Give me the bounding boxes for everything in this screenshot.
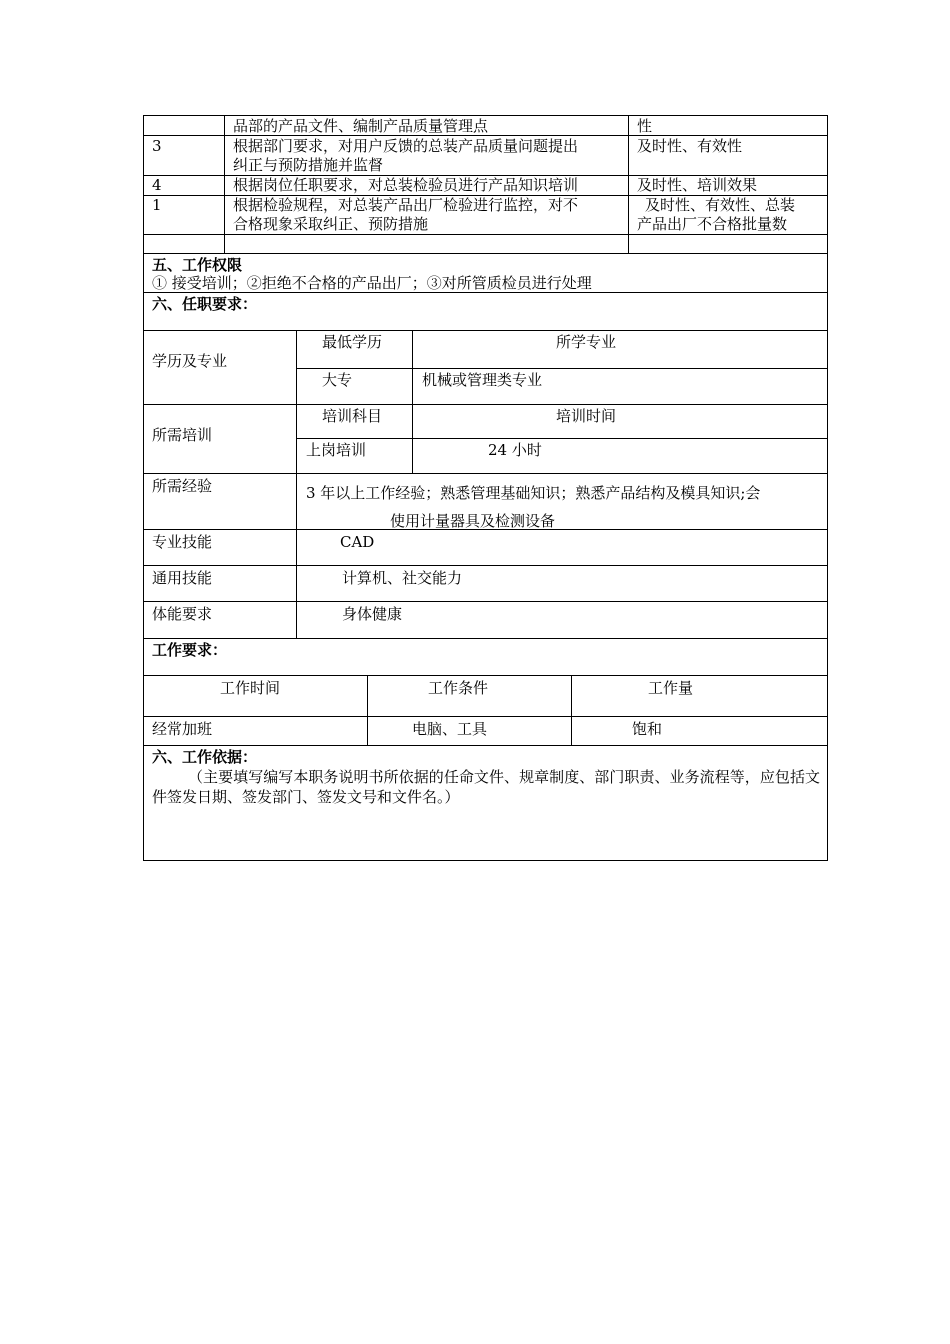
general-skill-value: 计算机、社交能力	[342, 569, 463, 587]
requirements-row-line	[143, 473, 828, 474]
duty-content: 品部的产品文件、编制产品质量管理点	[233, 117, 489, 135]
duty-number: 3	[152, 137, 162, 155]
physical-value: 身体健康	[342, 605, 403, 623]
education-degree: 大专	[322, 371, 353, 389]
skill-label: 专业技能	[152, 533, 213, 551]
duty-standard: 及时性、培训效果	[637, 176, 758, 194]
requirements-row-line	[143, 404, 828, 405]
training-header-subject: 培训科目	[322, 407, 383, 425]
duties-row-line	[143, 234, 828, 235]
requirements-label-divider	[296, 330, 297, 638]
work-title: 工作要求：	[152, 641, 228, 659]
duties-row-line	[143, 253, 828, 254]
work-header-conditions: 工作条件	[428, 679, 489, 697]
section-divider	[143, 292, 828, 293]
education-label: 学历及专业	[152, 352, 228, 370]
requirements-title: 六、任职要求：	[152, 295, 258, 313]
education-major: 机械或管理类专业	[422, 371, 543, 389]
work-value-workload: 饱和	[632, 720, 663, 738]
basis-text: （主要填写编写本职务说明书所依据的任命文件、规章制度、部门职责、业务流程等，应包括文件签发日期、签发部门、签发文号和文件名。）	[152, 768, 820, 806]
duty-number: 4	[152, 176, 162, 194]
duty-content: 根据岗位任职要求，对总装检验员进行产品知识培训	[233, 176, 579, 194]
work-value-time: 经常加班	[152, 720, 213, 738]
requirements-row-line	[143, 565, 828, 566]
education-col-divider	[412, 330, 413, 404]
training-time: 24 小时	[488, 441, 542, 459]
duty-standard: 产品出厂不合格批量数	[637, 215, 788, 233]
authority-title: 五、工作权限	[152, 256, 243, 274]
work-col-divider-1	[367, 675, 368, 745]
general-skill-label: 通用技能	[152, 569, 213, 587]
duty-content: 合格现象采取纠正、预防措施	[233, 215, 429, 233]
work-row-line	[143, 716, 828, 717]
basis-title: 六、工作依据：	[152, 748, 258, 766]
training-header-time: 培训时间	[556, 407, 617, 425]
experience-text: 使用计量器具及检测设备	[390, 512, 556, 530]
training-label: 所需培训	[152, 426, 213, 444]
experience-text: 3 年以上工作经验；熟悉管理基础知识；熟悉产品结构及模具知识;会	[306, 484, 761, 502]
work-header-workload: 工作量	[648, 679, 694, 697]
duty-number: 1	[152, 196, 162, 214]
duty-standard: 及时性、有效性、总装	[645, 196, 796, 214]
experience-label: 所需经验	[152, 477, 213, 495]
duty-content: 纠正与预防措施并监督	[233, 156, 384, 174]
work-table-top	[143, 675, 828, 676]
education-header-major: 所学专业	[556, 333, 617, 351]
education-row-line	[296, 368, 828, 369]
duty-content: 根据检验规程，对总装产品出厂检验进行监控，对不	[233, 196, 579, 214]
section-divider	[143, 745, 828, 746]
section-divider	[143, 330, 828, 331]
work-value-conditions: 电脑、工具	[412, 720, 488, 738]
physical-label: 体能要求	[152, 605, 213, 623]
section-divider	[143, 638, 828, 639]
work-header-time: 工作时间	[220, 679, 281, 697]
requirements-row-line	[143, 601, 828, 602]
training-row-line	[296, 438, 828, 439]
training-subject: 上岗培训	[306, 441, 367, 459]
duty-standard: 性	[637, 117, 653, 135]
skill-value: CAD	[340, 533, 375, 551]
duty-standard: 及时性、有效性	[637, 137, 743, 155]
authority-text: ① 接受培训；②拒绝不合格的产品出厂；③对所管质检员进行处理	[152, 274, 592, 292]
education-header-degree: 最低学历	[322, 333, 383, 351]
work-col-divider-2	[571, 675, 572, 745]
duty-content: 根据部门要求，对用户反馈的总装产品质量问题提出	[233, 137, 579, 155]
